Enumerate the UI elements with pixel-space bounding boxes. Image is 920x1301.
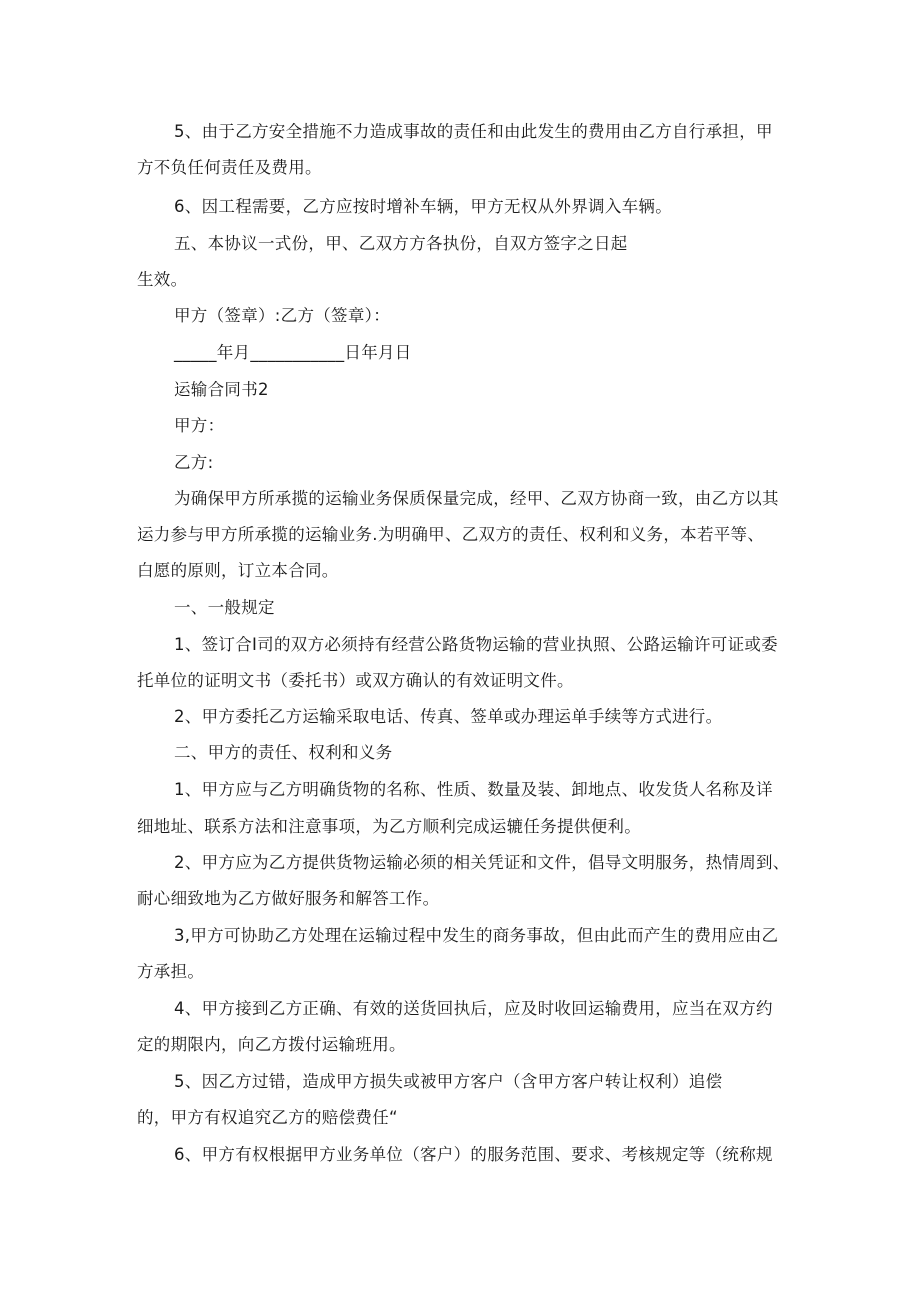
text-line: 定的期限内，向乙方拨付运输班用。 [137,1035,406,1054]
text-line: 4、甲方接到乙方正确、有效的送货回执后，应及时收回运输费用，应当在双方约 [174,999,773,1018]
text-line: 为确保甲方所承揽的运输业务保质保量完成，经甲、乙双方协商一致，由乙方以其 [174,489,779,508]
party-b-line: 乙方: [174,453,214,472]
heading-general: 一、一般规定 [174,598,275,617]
text-line: 的，甲方有权追究乙方的赔偿费任“ [137,1108,398,1127]
text-line: 1、签订合I司的双方必须持有经营公路货物运输的营业执照、公路运输许可证或委 [174,635,778,654]
text-line: 细地址、联系方法和注意事项，为乙方顺利完成运辘任务提供便利。 [137,817,641,836]
text-line: 6、甲方有权根据甲方业务单位（客户）的服务范围、要求、考核规定等（统称规 [174,1145,773,1164]
text-line: 五、本协议一式份，甲、乙双方方各执份，自双方签字之日起 [174,234,628,253]
signature-line: 甲方（签章）:乙方（签章）： [174,306,391,325]
text-line: 5、因乙方过错，造成甲方损失或被甲方客户（含甲方客户转让权利）追偿 [174,1072,723,1091]
party-a-line: 甲方： [174,416,225,435]
text-line: 运力参与甲方所承揽的运输业务.为明确甲、乙双方的责任、权利和义务，本若平等、 [137,525,765,544]
text-line: 1、甲方应与乙方明确货物的名称、性质、数量及装、卸地点、收发货人名称及详 [174,780,773,799]
text-line: 5、由于乙方安全措施不力造成事故的责任和由此发生的费用由乙方自行承担，甲 [174,122,773,141]
text-line: 方承担。 [137,962,205,981]
text-line: 2、甲方委托乙方运输采取电话、传真、签单或办理运单手续等方式进行。 [174,707,723,726]
text-line: 托单位的证明文书（委托书）或双方确认的有效证明文件。 [137,671,574,690]
text-line: 白愿的原则，订立本合同。 [137,561,339,580]
section-title: 运输合同书2 [174,380,269,399]
text-line: 耐心细致地为乙方做好服务和解答工作。 [137,889,440,908]
text-line: 生效。 [137,270,188,289]
text-line: 6、因工程需要，乙方应按时增补车辆，甲方无权从外界调入车辆。 [174,197,672,216]
heading-party-a-duties: 二、甲方的责任、权利和义务 [174,743,393,762]
text-line: 方不负任何责任及费用。 [137,158,322,177]
date-line: _____年月___________日年月日 [174,343,412,362]
text-line: 3,甲方可协助乙方处理在运输过程中发生的商务事故，但由此而产生的费用应由乙 [174,926,779,945]
text-line: 2、甲方应为乙方提供货物运输必须的相关凭证和文件，倡导文明服务，热情周到、 [174,853,790,872]
